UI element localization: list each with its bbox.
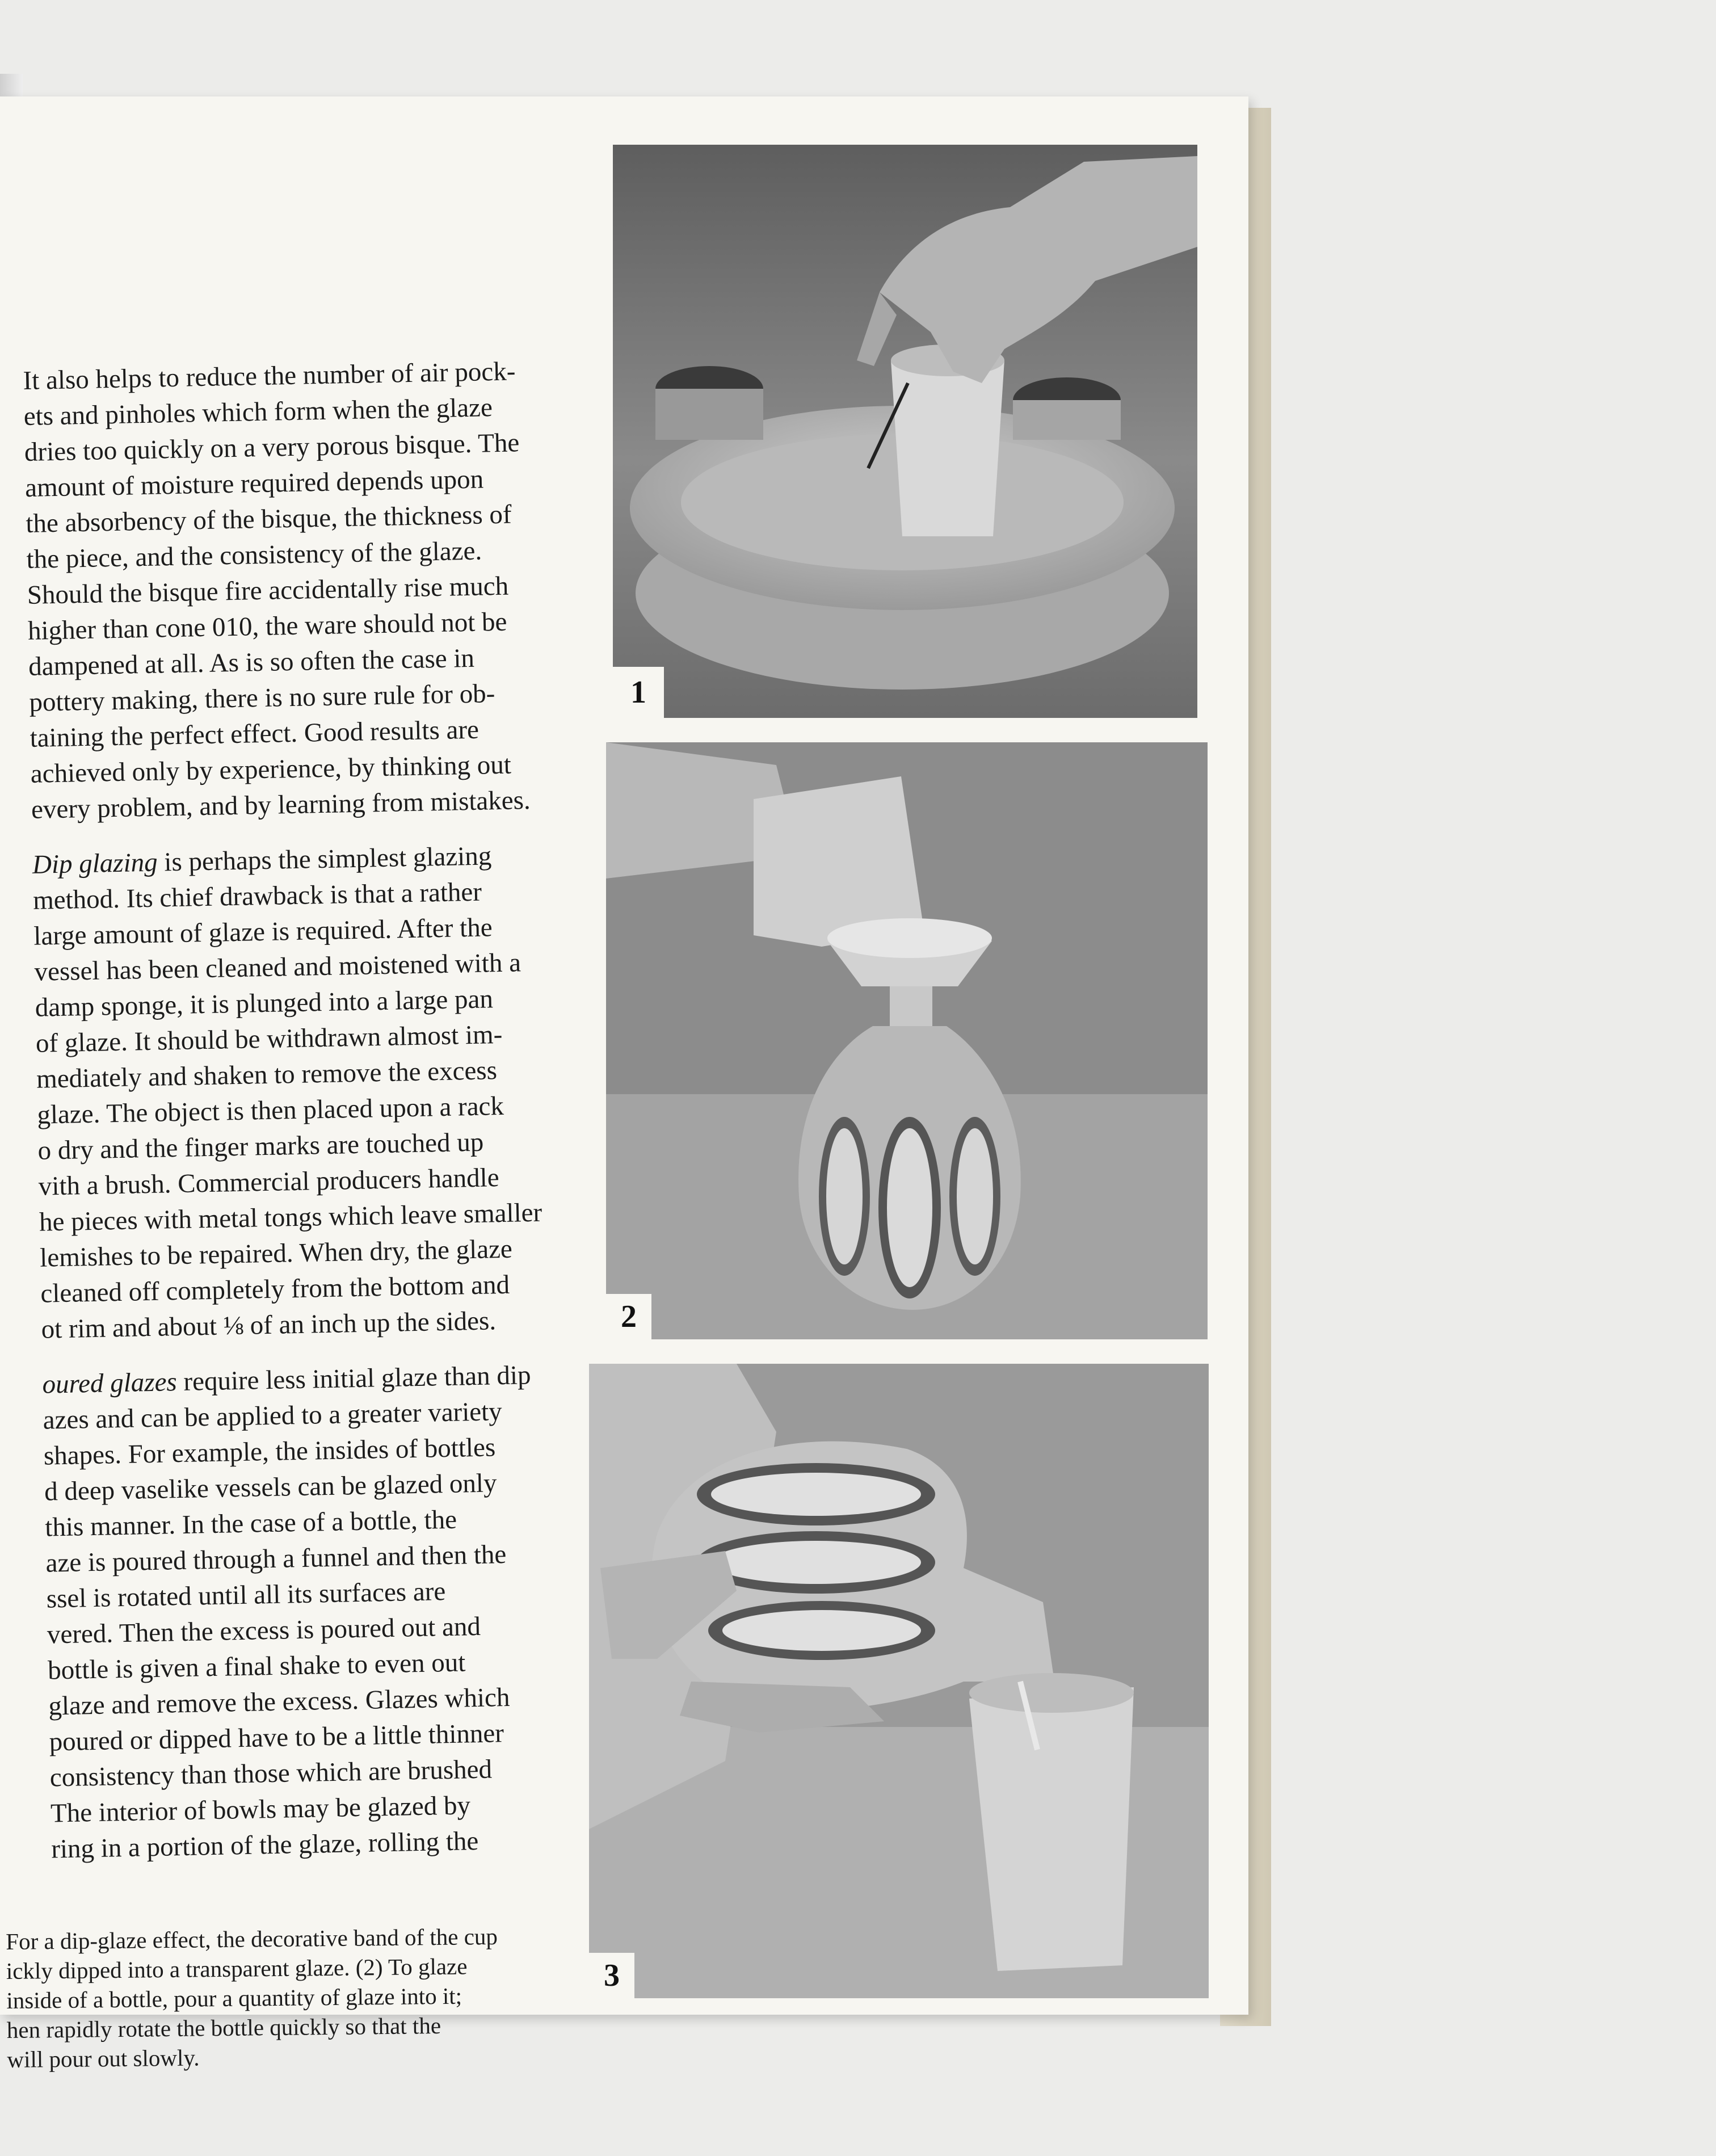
text-line: Should the bisque fire accidentally rise much <box>27 571 509 610</box>
body-text-column <box>23 352 613 1887</box>
caption-line: inside of a bottle, pour a quantity of glaze into it; <box>6 1982 462 2014</box>
text-fragment: require less initial glaze than dip <box>176 1360 531 1397</box>
figure-number-3: 3 <box>589 1953 634 1998</box>
text-line: he pieces with metal tongs which leave smaller <box>39 1197 542 1237</box>
text-line: o dry and the finger marks are touched up <box>37 1127 484 1166</box>
text-line: of glaze. It should be withdrawn almost im- <box>35 1019 503 1058</box>
term-poured-glazes: oured glazes <box>42 1367 178 1399</box>
text-line: aze is poured through a funnel and then the <box>45 1540 507 1578</box>
text-line: the piece, and the consistency of the glaze. <box>26 536 482 574</box>
text-line: method. Its chief drawback is that a rather <box>32 877 482 915</box>
text-line: The interior of bowls may be glazed by <box>50 1791 471 1829</box>
text-line: vith a brush. Commercial producers handle <box>38 1163 500 1201</box>
text-line: vessel has been cleaned and moistened with a <box>34 948 521 987</box>
caption-line: will pour out slowly. <box>7 2044 200 2073</box>
text-line: glaze and remove the excess. Glazes which <box>48 1682 510 1721</box>
figure-number-1: 1 <box>613 667 664 718</box>
text-line: cleaned off completely from the bottom and <box>40 1270 510 1309</box>
text-line: mediately and shaken to remove the excess <box>36 1056 498 1094</box>
text-line: amount of moisture required depends upon <box>24 464 484 503</box>
text-line: ets and pinholes which form when the glaze <box>23 393 493 431</box>
text-line: lemishes to be repaired. When dry, the glaze <box>39 1234 513 1273</box>
text-line: achieved only by experience, by thinking out <box>30 750 512 789</box>
caption-line: ickly dipped into a transparent glaze. (2) To glaze <box>6 1953 468 1984</box>
text-line: glaze. The object is then placed upon a rack <box>36 1091 504 1130</box>
text-line: ssel is rotated until all its surfaces are <box>46 1577 446 1614</box>
text-line: this manner. In the case of a bottle, the <box>44 1504 457 1543</box>
figure-number-2: 2 <box>606 1294 651 1339</box>
text-line: azes and can be applied to a greater variety <box>43 1397 503 1435</box>
paragraph-poured-glazes <box>42 1356 613 1868</box>
text-line: large amount of glaze is required. After the <box>33 913 493 951</box>
text-line: poured or dipped have to be a little thinner <box>49 1718 504 1757</box>
text-fragment: is perhaps the simplest glazing <box>157 841 492 877</box>
text-line: dampened at all. As is so often the case in <box>28 643 475 682</box>
book-page <box>0 96 1248 2073</box>
text-line: shapes. For example, the insides of bottles <box>43 1432 496 1471</box>
text-line: bottle is given a final shake to even out <box>47 1648 466 1686</box>
photo-1-dip-glazing-cup <box>613 145 1197 718</box>
paragraph-dip-glazing <box>32 837 603 1348</box>
term-dip-glazing: Dip glazing <box>32 847 158 880</box>
paragraph-1 <box>23 352 594 828</box>
text-line: ot rim and about ⅛ of an inch up the sides. <box>41 1306 497 1344</box>
caption-line: For a dip-glaze effect, the decorative band of the cup <box>6 1923 498 1955</box>
photo-3-pouring-out-glaze <box>589 1364 1209 1998</box>
text-line: higher than cone 010, the ware should not be <box>27 607 507 646</box>
text-line: d deep vaselike vessels can be glazed only <box>44 1468 497 1507</box>
figure-caption <box>6 1921 569 2074</box>
text-line: vered. Then the excess is poured out and <box>47 1611 481 1650</box>
text-line: taining the perfect effect. Good results are <box>30 715 480 753</box>
text-line: dries too quickly on a very porous bisque. The <box>24 428 520 467</box>
text-line: ring in a portion of the glaze, rolling the <box>51 1826 479 1864</box>
text-line: damp sponge, it is plunged into a large pan <box>35 984 494 1023</box>
text-line: pottery making, there is no sure rule for ob- <box>28 679 495 717</box>
text-line: consistency than those which are brushed <box>49 1754 493 1793</box>
text-line: the absorbency of the bisque, the thickness of <box>25 499 512 539</box>
photo-2-pouring-glaze-funnel <box>606 742 1208 1339</box>
caption-line: hen rapidly rotate the bottle quickly so that the <box>6 2012 441 2043</box>
text-line: It also helps to reduce the number of air pock- <box>23 356 516 396</box>
text-line: every problem, and by learning from mistakes. <box>31 785 531 825</box>
